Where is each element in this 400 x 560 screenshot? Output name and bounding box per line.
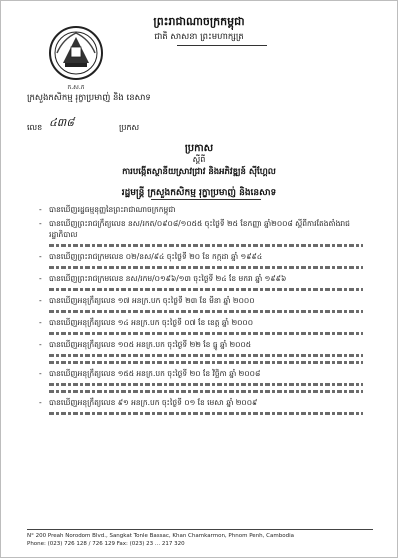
footer-divider <box>27 529 373 530</box>
national-motto: ជាតិ សាសនា ព្រះមហាក្សត្រ <box>154 32 244 42</box>
footer-phone: Phone: (023) 726 128 / 726 129 Fax: (023) 23 ... 217 320 <box>27 541 185 547</box>
issuer-line: រដ្ឋមន្ត្រី ក្រសួងកសិកម្ម រុក្ខាប្រមាញ់ និងនេសាទ <box>121 188 277 198</box>
ministry-emblem-icon <box>47 23 105 83</box>
footer-address: N° 200 Preah Norodom Blvd., Sangkat Tonle Bassac, Khan Chamkarmon, Phnom Penh, Cambodia <box>27 533 294 539</box>
citation-item: - បានឃើញអនុក្រឹត្យលេខ ៩១ អនក្រ.បក ចុះថ្ងៃទី ០១ ខែ មេសា ឆ្នាំ ២០០៩ <box>37 397 363 415</box>
citation-item: - បានឃើញរដ្ឋធម្មនុញ្ញនៃព្រះរាជាណាចក្រកម្ពុជា <box>37 204 363 215</box>
citation-list <box>37 204 363 419</box>
reference-prefix: លេខ <box>27 123 43 132</box>
kingdom-heading: ព្រះរាជាណាចក្រកម្ពុជា <box>153 15 245 28</box>
document-title: ប្រកាស <box>184 143 214 154</box>
citation-item: - បានឃើញព្រះរាជក្រមលេខ ០២/នស/៩៤ ចុះថ្ងៃទី ២០ ខែ កក្កដា ឆ្នាំ ១៩៩៤ <box>37 251 363 269</box>
issuer-underline <box>151 199 261 200</box>
emblem-caption: ក.ស.ក <box>67 84 85 91</box>
citation-item: - បានឃើញព្រះរាជក្រមលេខ នស/រកម/០១៩៦/១៣ ចុះថ្ងៃទី ២៤ ខែ មករា ឆ្នាំ ១៩៩៦ <box>37 273 363 291</box>
motto-divider <box>177 45 267 46</box>
reference-number: ៤៣៨ <box>49 116 74 129</box>
citation-item: - បានឃើញអនុក្រឹត្យលេខ ១៤ អនក្រ.បក ចុះថ្ងៃទី ០៧ ខែ ខេត្ត ឆ្នាំ ២០០០ <box>37 317 363 335</box>
footer <box>27 532 373 548</box>
citation-item: - បានឃើញព្រះរាជក្រឹត្យលេខ នស/រកត/០៩០៨/១០៥៥ ចុះថ្ងៃទី ២៥ ខែកញ្ញា ឆ្នាំ២០០៨ ស្តីពីការតែងតាំងរាជរដ្ឋាភិបាល <box>37 218 363 247</box>
reference-suffix: ប្រកស <box>119 123 140 132</box>
ministry-name: ក្រសួងកសិកម្ម រុក្ខាប្រមាញ់ និង នេសាទ <box>27 93 151 103</box>
citation-item: - បានឃើញអនុក្រឹត្យលេខ ១៧ អនក្រ.បក ចុះថ្ងៃទី ២៣ ខែ មីនា ឆ្នាំ ២០០០ <box>37 295 363 313</box>
document-subject: ការបង្កើតស្ថានីយស្រាវជ្រាវ និងអភិវឌ្ឍន៍ ស៊ីហ្គែល <box>122 167 276 177</box>
document-about: ស្តីពី <box>192 155 206 164</box>
citation-item: - បានឃើញអនុក្រឹត្យលេខ ១០៥ អនក្រ.បក ចុះថ្ងៃទី ២២ ខែ ធ្នូ ឆ្នាំ ២០០៥ <box>37 339 363 364</box>
citation-item: - បានឃើញអនុក្រឹត្យលេខ ១៥៥ អនក្រ.បក ចុះថ្ងៃទី ២០ ខែ វិច្ឆិកា ឆ្នាំ ២០០៨ <box>37 368 363 393</box>
